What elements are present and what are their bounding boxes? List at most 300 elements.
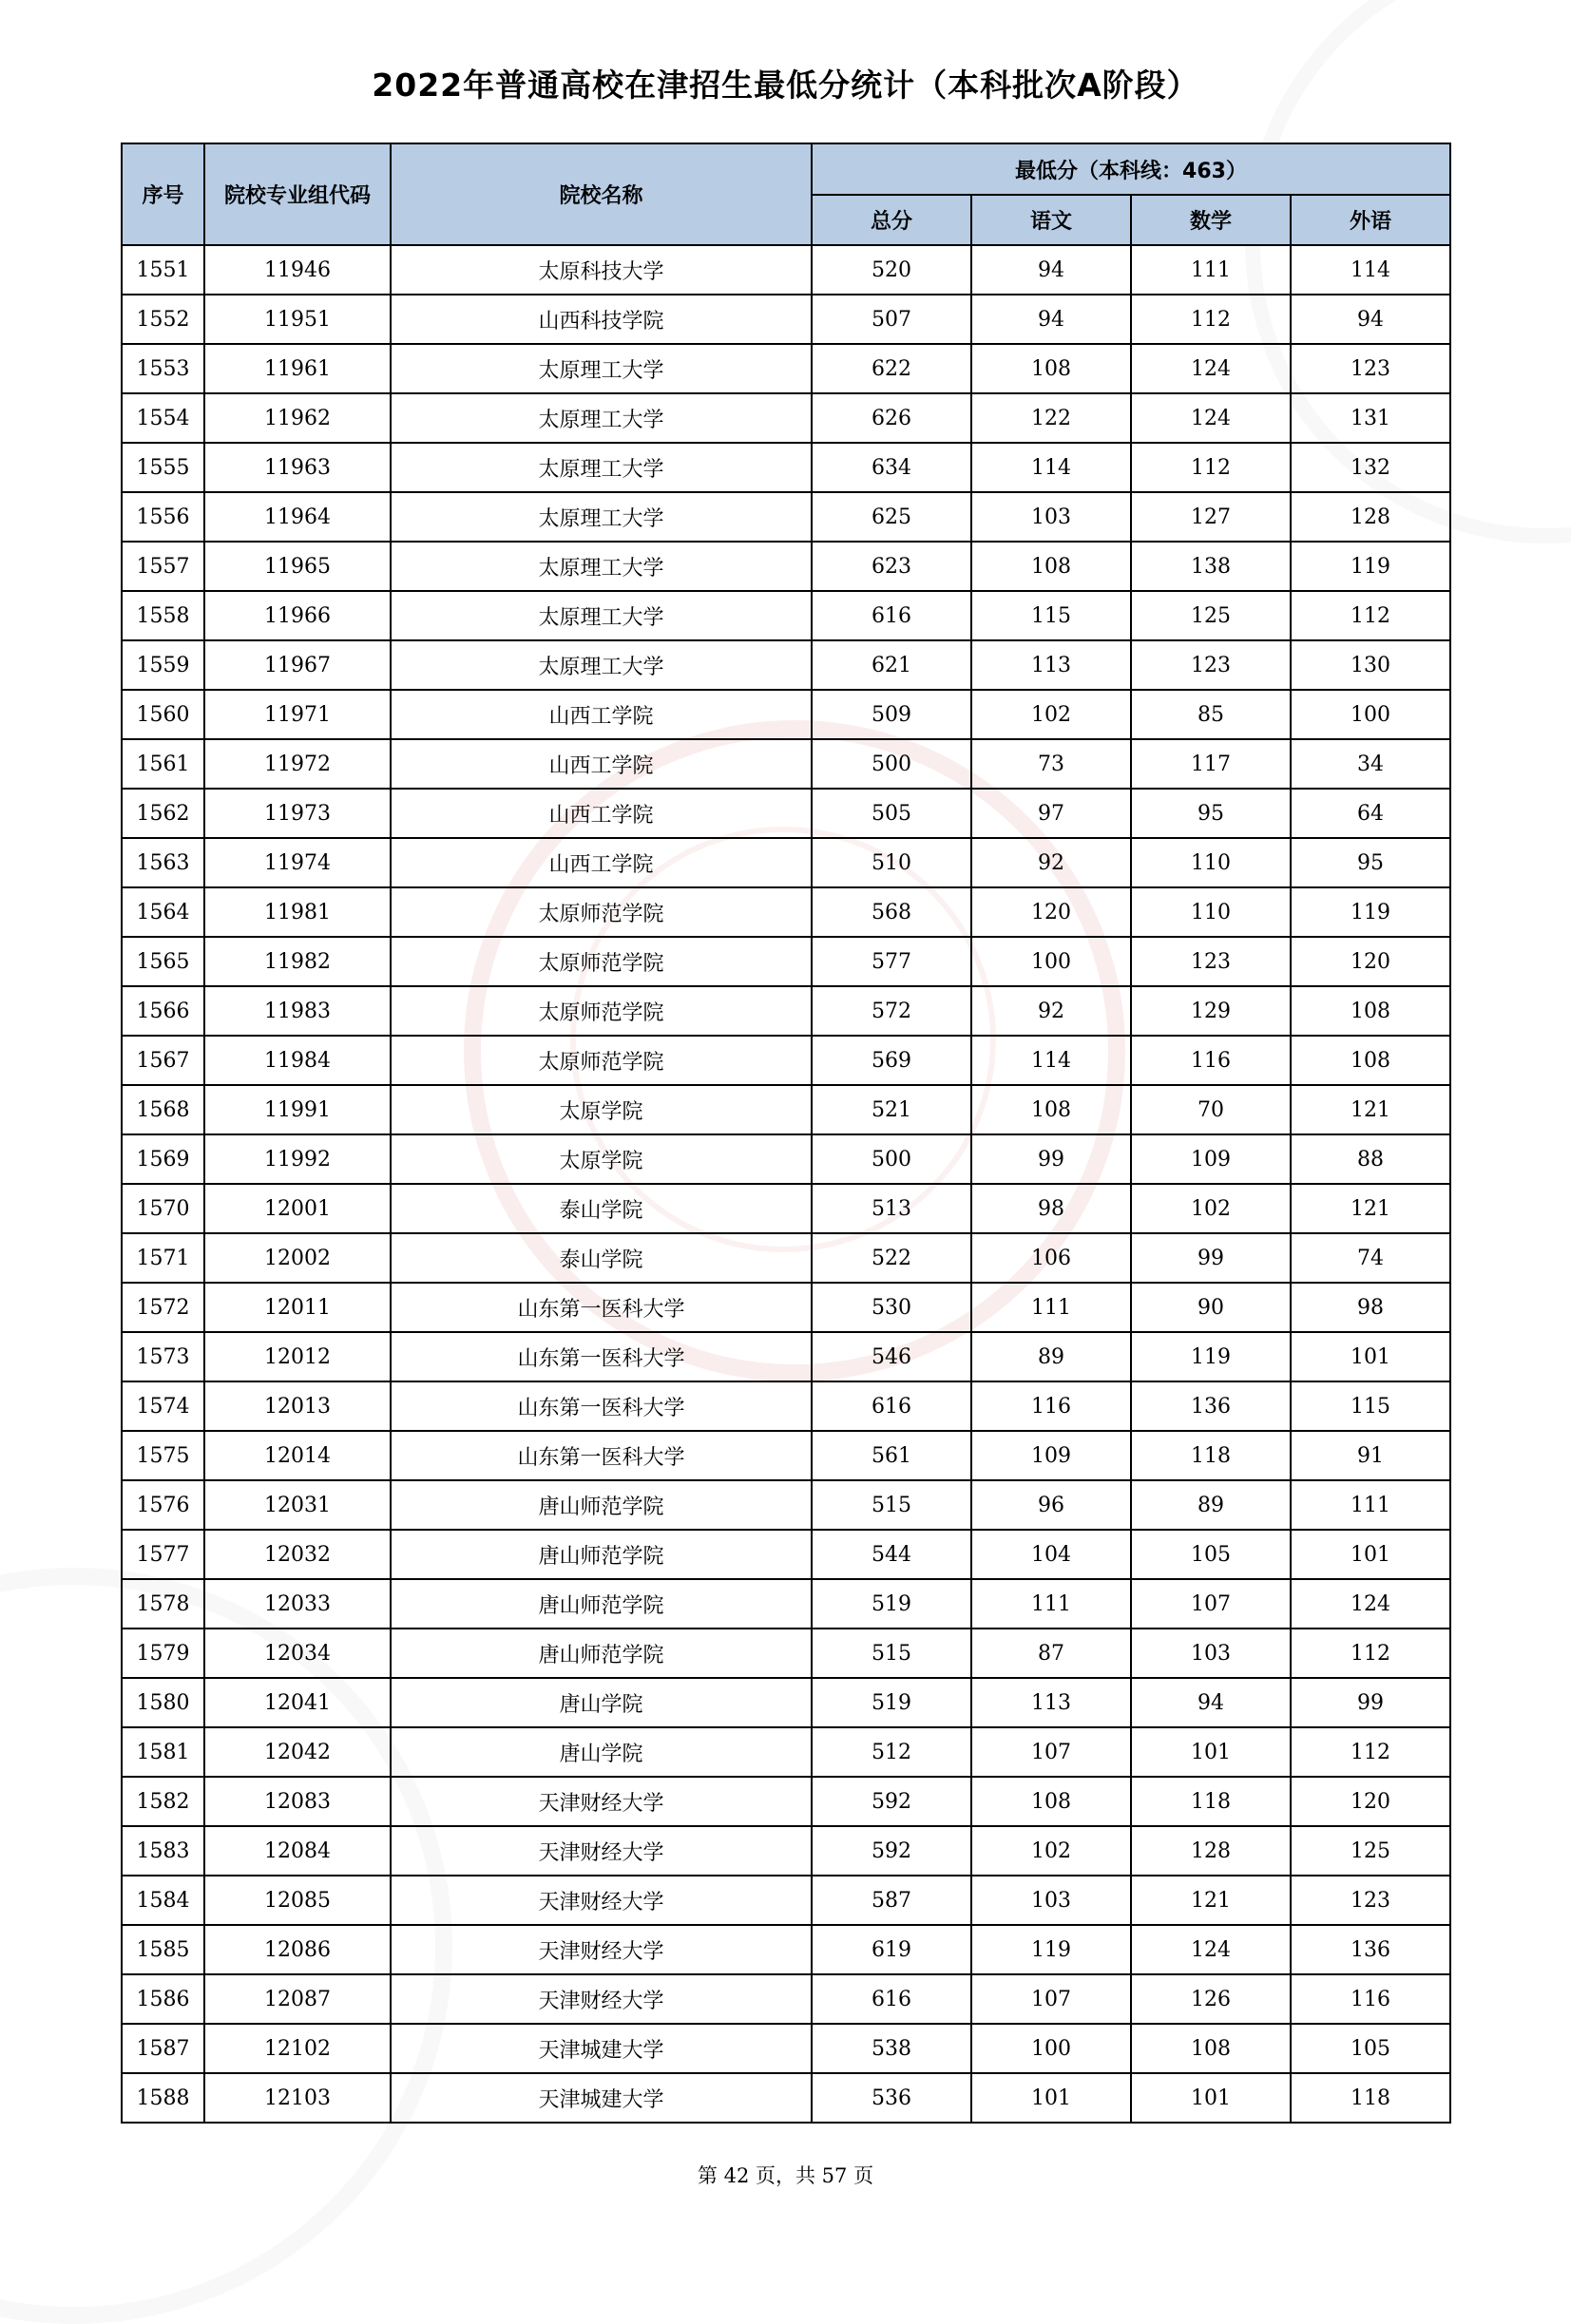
cell-seq: 1583 (122, 1826, 204, 1876)
cell-school-name: 泰山学院 (391, 1184, 812, 1233)
col-header-seq: 序号 (122, 143, 204, 245)
cell-school-name: 泰山学院 (391, 1233, 812, 1283)
col-header-min-score-group: 最低分（本科线：463） (812, 143, 1450, 195)
cell-total: 592 (812, 1826, 971, 1876)
cell-math: 110 (1131, 838, 1291, 887)
cell-chinese: 102 (971, 1826, 1131, 1876)
table-row (122, 245, 1450, 295)
cell-math: 101 (1131, 2073, 1291, 2123)
cell-total: 634 (812, 443, 971, 492)
cell-seq: 1569 (122, 1134, 204, 1184)
cell-math: 138 (1131, 542, 1291, 591)
cell-seq: 1556 (122, 492, 204, 542)
cell-code: 11992 (204, 1134, 391, 1184)
score-table (121, 143, 1451, 2124)
cell-english: 112 (1291, 1629, 1450, 1678)
cell-seq: 1584 (122, 1876, 204, 1925)
cell-school-name: 唐山学院 (391, 1727, 812, 1777)
cell-english: 98 (1291, 1283, 1450, 1332)
cell-math: 124 (1131, 393, 1291, 443)
cell-school-name: 山东第一医科大学 (391, 1381, 812, 1431)
cell-seq: 1567 (122, 1036, 204, 1085)
cell-total: 530 (812, 1283, 971, 1332)
cell-total: 616 (812, 1974, 971, 2024)
cell-chinese: 111 (971, 1579, 1131, 1629)
col-header-name: 院校名称 (391, 143, 812, 245)
cell-chinese: 99 (971, 1134, 1131, 1184)
cell-school-name: 天津财经大学 (391, 1826, 812, 1876)
cell-total: 546 (812, 1332, 971, 1381)
cell-math: 94 (1131, 1678, 1291, 1727)
cell-english: 101 (1291, 1530, 1450, 1579)
cell-school-name: 唐山师范学院 (391, 1629, 812, 1678)
cell-chinese: 103 (971, 492, 1131, 542)
cell-code: 12083 (204, 1777, 391, 1826)
cell-math: 107 (1131, 1579, 1291, 1629)
cell-seq: 1571 (122, 1233, 204, 1283)
cell-school-name: 太原师范学院 (391, 937, 812, 986)
cell-math: 136 (1131, 1381, 1291, 1431)
cell-seq: 1568 (122, 1085, 204, 1134)
table-row (122, 295, 1450, 344)
table-row (122, 838, 1450, 887)
cell-seq: 1581 (122, 1727, 204, 1777)
table-row (122, 1233, 1450, 1283)
table-row (122, 443, 1450, 492)
cell-school-name: 山东第一医科大学 (391, 1431, 812, 1480)
cell-total: 521 (812, 1085, 971, 1134)
table-row (122, 640, 1450, 690)
cell-code: 12041 (204, 1678, 391, 1727)
cell-code: 11965 (204, 542, 391, 591)
cell-math: 123 (1131, 640, 1291, 690)
cell-code: 12011 (204, 1283, 391, 1332)
cell-math: 103 (1131, 1629, 1291, 1678)
cell-seq: 1587 (122, 2024, 204, 2073)
table-row (122, 1777, 1450, 1826)
cell-chinese: 114 (971, 443, 1131, 492)
cell-seq: 1575 (122, 1431, 204, 1480)
cell-total: 619 (812, 1925, 971, 1974)
cell-chinese: 73 (971, 739, 1131, 789)
cell-math: 124 (1131, 344, 1291, 393)
cell-chinese: 94 (971, 295, 1131, 344)
cell-math: 124 (1131, 1925, 1291, 1974)
cell-math: 89 (1131, 1480, 1291, 1530)
cell-code: 12086 (204, 1925, 391, 1974)
cell-math: 125 (1131, 591, 1291, 640)
cell-english: 91 (1291, 1431, 1450, 1480)
cell-school-name: 太原理工大学 (391, 492, 812, 542)
cell-english: 119 (1291, 887, 1450, 937)
cell-math: 90 (1131, 1283, 1291, 1332)
cell-chinese: 108 (971, 542, 1131, 591)
cell-math: 129 (1131, 986, 1291, 1036)
cell-chinese: 104 (971, 1530, 1131, 1579)
cell-english: 95 (1291, 838, 1450, 887)
cell-seq: 1562 (122, 789, 204, 838)
table-header (122, 143, 1450, 245)
cell-total: 509 (812, 690, 971, 739)
table-body (122, 245, 1450, 2123)
cell-chinese: 111 (971, 1283, 1131, 1332)
cell-code: 12085 (204, 1876, 391, 1925)
table-row (122, 1826, 1450, 1876)
cell-school-name: 山西工学院 (391, 739, 812, 789)
cell-total: 568 (812, 887, 971, 937)
cell-code: 12002 (204, 1233, 391, 1283)
cell-english: 112 (1291, 1727, 1450, 1777)
cell-school-name: 太原师范学院 (391, 986, 812, 1036)
cell-school-name: 山西科技学院 (391, 295, 812, 344)
cell-chinese: 108 (971, 1777, 1131, 1826)
cell-math: 102 (1131, 1184, 1291, 1233)
cell-code: 12103 (204, 2073, 391, 2123)
cell-english: 136 (1291, 1925, 1450, 1974)
cell-math: 99 (1131, 1233, 1291, 1283)
cell-chinese: 87 (971, 1629, 1131, 1678)
cell-chinese: 115 (971, 591, 1131, 640)
table-row (122, 1629, 1450, 1678)
cell-english: 111 (1291, 1480, 1450, 1530)
cell-code: 12033 (204, 1579, 391, 1629)
cell-seq: 1565 (122, 937, 204, 986)
cell-code: 12014 (204, 1431, 391, 1480)
cell-math: 126 (1131, 1974, 1291, 2024)
table-row (122, 1134, 1450, 1184)
cell-chinese: 107 (971, 1727, 1131, 1777)
cell-english: 115 (1291, 1381, 1450, 1431)
cell-school-name: 天津城建大学 (391, 2073, 812, 2123)
cell-total: 561 (812, 1431, 971, 1480)
table-row (122, 1974, 1450, 2024)
cell-english: 116 (1291, 1974, 1450, 2024)
cell-chinese: 92 (971, 838, 1131, 887)
cell-chinese: 108 (971, 1085, 1131, 1134)
cell-total: 505 (812, 789, 971, 838)
cell-chinese: 96 (971, 1480, 1131, 1530)
cell-total: 536 (812, 2073, 971, 2123)
cell-math: 116 (1131, 1036, 1291, 1085)
cell-school-name: 太原理工大学 (391, 591, 812, 640)
table-row (122, 739, 1450, 789)
cell-code: 12031 (204, 1480, 391, 1530)
cell-english: 114 (1291, 245, 1450, 295)
cell-code: 11972 (204, 739, 391, 789)
col-header-chinese: 语文 (971, 195, 1131, 245)
cell-code: 11991 (204, 1085, 391, 1134)
cell-seq: 1578 (122, 1579, 204, 1629)
cell-total: 569 (812, 1036, 971, 1085)
cell-total: 626 (812, 393, 971, 443)
cell-english: 34 (1291, 739, 1450, 789)
cell-seq: 1577 (122, 1530, 204, 1579)
cell-school-name: 太原师范学院 (391, 887, 812, 937)
cell-math: 110 (1131, 887, 1291, 937)
cell-total: 621 (812, 640, 971, 690)
cell-chinese: 108 (971, 344, 1131, 393)
cell-school-name: 唐山师范学院 (391, 1480, 812, 1530)
table-row (122, 1283, 1450, 1332)
table-row (122, 2073, 1450, 2123)
cell-chinese: 113 (971, 1678, 1131, 1727)
cell-total: 513 (812, 1184, 971, 1233)
cell-total: 507 (812, 295, 971, 344)
table-row (122, 690, 1450, 739)
cell-total: 592 (812, 1777, 971, 1826)
cell-chinese: 98 (971, 1184, 1131, 1233)
cell-seq: 1576 (122, 1480, 204, 1530)
cell-total: 500 (812, 739, 971, 789)
cell-code: 11946 (204, 245, 391, 295)
cell-school-name: 太原理工大学 (391, 443, 812, 492)
cell-seq: 1570 (122, 1184, 204, 1233)
cell-english: 121 (1291, 1184, 1450, 1233)
cell-chinese: 107 (971, 1974, 1131, 2024)
cell-school-name: 太原师范学院 (391, 1036, 812, 1085)
cell-code: 12001 (204, 1184, 391, 1233)
cell-chinese: 122 (971, 393, 1131, 443)
cell-code: 11983 (204, 986, 391, 1036)
cell-total: 587 (812, 1876, 971, 1925)
cell-code: 12034 (204, 1629, 391, 1678)
cell-code: 11981 (204, 887, 391, 937)
cell-total: 519 (812, 1579, 971, 1629)
cell-math: 123 (1131, 937, 1291, 986)
cell-total: 625 (812, 492, 971, 542)
cell-total: 510 (812, 838, 971, 887)
cell-english: 74 (1291, 1233, 1450, 1283)
table-row (122, 887, 1450, 937)
table-row (122, 1184, 1450, 1233)
cell-math: 108 (1131, 2024, 1291, 2073)
cell-english: 105 (1291, 2024, 1450, 2073)
page-footer: 第 42 页，共 57 页 (697, 2164, 874, 2187)
cell-seq: 1555 (122, 443, 204, 492)
cell-code: 12102 (204, 2024, 391, 2073)
cell-math: 127 (1131, 492, 1291, 542)
cell-code: 11967 (204, 640, 391, 690)
cell-school-name: 太原理工大学 (391, 344, 812, 393)
cell-chinese: 114 (971, 1036, 1131, 1085)
cell-math: 70 (1131, 1085, 1291, 1134)
cell-code: 12032 (204, 1530, 391, 1579)
cell-seq: 1553 (122, 344, 204, 393)
cell-total: 512 (812, 1727, 971, 1777)
cell-english: 123 (1291, 1876, 1450, 1925)
cell-chinese: 102 (971, 690, 1131, 739)
cell-english: 128 (1291, 492, 1450, 542)
table-row (122, 986, 1450, 1036)
cell-total: 544 (812, 1530, 971, 1579)
cell-chinese: 89 (971, 1332, 1131, 1381)
table-row (122, 1579, 1450, 1629)
cell-seq: 1554 (122, 393, 204, 443)
cell-code: 12084 (204, 1826, 391, 1876)
cell-seq: 1560 (122, 690, 204, 739)
table-row (122, 1332, 1450, 1381)
cell-english: 118 (1291, 2073, 1450, 2123)
table-row (122, 937, 1450, 986)
cell-seq: 1580 (122, 1678, 204, 1727)
cell-seq: 1586 (122, 1974, 204, 2024)
table-row (122, 492, 1450, 542)
table-row (122, 393, 1450, 443)
cell-total: 519 (812, 1678, 971, 1727)
cell-chinese: 92 (971, 986, 1131, 1036)
cell-seq: 1551 (122, 245, 204, 295)
cell-school-name: 天津财经大学 (391, 1777, 812, 1826)
col-header-code: 院校专业组代码 (204, 143, 391, 245)
cell-chinese: 100 (971, 2024, 1131, 2073)
cell-chinese: 120 (971, 887, 1131, 937)
cell-seq: 1563 (122, 838, 204, 887)
cell-school-name: 天津城建大学 (391, 2024, 812, 2073)
cell-code: 11982 (204, 937, 391, 986)
cell-math: 111 (1131, 245, 1291, 295)
cell-seq: 1566 (122, 986, 204, 1036)
cell-code: 11984 (204, 1036, 391, 1085)
table-row (122, 1678, 1450, 1727)
table-row (122, 1727, 1450, 1777)
cell-code: 11962 (204, 393, 391, 443)
cell-seq: 1552 (122, 295, 204, 344)
cell-english: 64 (1291, 789, 1450, 838)
cell-total: 522 (812, 1233, 971, 1283)
cell-math: 112 (1131, 443, 1291, 492)
cell-english: 101 (1291, 1332, 1450, 1381)
cell-math: 119 (1131, 1332, 1291, 1381)
cell-english: 123 (1291, 344, 1450, 393)
cell-total: 520 (812, 245, 971, 295)
cell-math: 109 (1131, 1134, 1291, 1184)
cell-school-name: 唐山师范学院 (391, 1579, 812, 1629)
cell-total: 515 (812, 1629, 971, 1678)
cell-code: 11963 (204, 443, 391, 492)
cell-code: 11964 (204, 492, 391, 542)
table-row (122, 542, 1450, 591)
cell-english: 120 (1291, 1777, 1450, 1826)
cell-school-name: 天津财经大学 (391, 1974, 812, 2024)
cell-total: 622 (812, 344, 971, 393)
cell-english: 119 (1291, 542, 1450, 591)
table-row (122, 591, 1450, 640)
page-title: 2022年普通高校在津招生最低分统计（本科批次A阶段） (372, 67, 1199, 104)
table-row (122, 1036, 1450, 1085)
cell-school-name: 山西工学院 (391, 789, 812, 838)
cell-math: 85 (1131, 690, 1291, 739)
cell-code: 11971 (204, 690, 391, 739)
cell-code: 11961 (204, 344, 391, 393)
table-row (122, 1480, 1450, 1530)
cell-school-name: 山东第一医科大学 (391, 1283, 812, 1332)
cell-chinese: 101 (971, 2073, 1131, 2123)
cell-total: 577 (812, 937, 971, 986)
cell-school-name: 山西工学院 (391, 838, 812, 887)
cell-chinese: 100 (971, 937, 1131, 986)
col-header-total: 总分 (812, 195, 971, 245)
cell-total: 538 (812, 2024, 971, 2073)
cell-seq: 1572 (122, 1283, 204, 1332)
table-row (122, 789, 1450, 838)
cell-school-name: 山东第一医科大学 (391, 1332, 812, 1381)
cell-seq: 1564 (122, 887, 204, 937)
table-row (122, 1431, 1450, 1480)
cell-total: 515 (812, 1480, 971, 1530)
cell-school-name: 太原科技大学 (391, 245, 812, 295)
cell-english: 99 (1291, 1678, 1450, 1727)
cell-english: 125 (1291, 1826, 1450, 1876)
cell-code: 11951 (204, 295, 391, 344)
cell-english: 88 (1291, 1134, 1450, 1184)
cell-chinese: 94 (971, 245, 1131, 295)
cell-code: 12042 (204, 1727, 391, 1777)
cell-school-name: 唐山学院 (391, 1678, 812, 1727)
cell-math: 118 (1131, 1777, 1291, 1826)
cell-seq: 1582 (122, 1777, 204, 1826)
table-row (122, 1381, 1450, 1431)
cell-school-name: 太原理工大学 (391, 542, 812, 591)
cell-total: 572 (812, 986, 971, 1036)
cell-school-name: 太原理工大学 (391, 640, 812, 690)
cell-seq: 1588 (122, 2073, 204, 2123)
cell-english: 108 (1291, 1036, 1450, 1085)
table-row (122, 1085, 1450, 1134)
cell-math: 112 (1131, 295, 1291, 344)
cell-chinese: 103 (971, 1876, 1131, 1925)
table-row (122, 1876, 1450, 1925)
cell-code: 11966 (204, 591, 391, 640)
cell-school-name: 山西工学院 (391, 690, 812, 739)
cell-math: 101 (1131, 1727, 1291, 1777)
cell-english: 124 (1291, 1579, 1450, 1629)
cell-english: 108 (1291, 986, 1450, 1036)
cell-math: 121 (1131, 1876, 1291, 1925)
cell-english: 100 (1291, 690, 1450, 739)
cell-english: 131 (1291, 393, 1450, 443)
cell-english: 121 (1291, 1085, 1450, 1134)
cell-math: 105 (1131, 1530, 1291, 1579)
cell-english: 132 (1291, 443, 1450, 492)
cell-math: 128 (1131, 1826, 1291, 1876)
cell-english: 130 (1291, 640, 1450, 690)
cell-seq: 1585 (122, 1925, 204, 1974)
cell-seq: 1561 (122, 739, 204, 789)
table-row (122, 344, 1450, 393)
cell-seq: 1558 (122, 591, 204, 640)
cell-seq: 1574 (122, 1381, 204, 1431)
table-row (122, 1530, 1450, 1579)
col-header-english: 外语 (1291, 195, 1450, 245)
cell-seq: 1559 (122, 640, 204, 690)
col-header-math: 数学 (1131, 195, 1291, 245)
cell-code: 12012 (204, 1332, 391, 1381)
cell-code: 12087 (204, 1974, 391, 2024)
cell-math: 95 (1131, 789, 1291, 838)
cell-total: 616 (812, 591, 971, 640)
cell-chinese: 119 (971, 1925, 1131, 1974)
cell-seq: 1579 (122, 1629, 204, 1678)
cell-chinese: 97 (971, 789, 1131, 838)
cell-total: 623 (812, 542, 971, 591)
cell-school-name: 天津财经大学 (391, 1925, 812, 1974)
cell-school-name: 太原学院 (391, 1085, 812, 1134)
cell-code: 12013 (204, 1381, 391, 1431)
cell-english: 112 (1291, 591, 1450, 640)
cell-english: 120 (1291, 937, 1450, 986)
table-row (122, 2024, 1450, 2073)
cell-code: 11974 (204, 838, 391, 887)
